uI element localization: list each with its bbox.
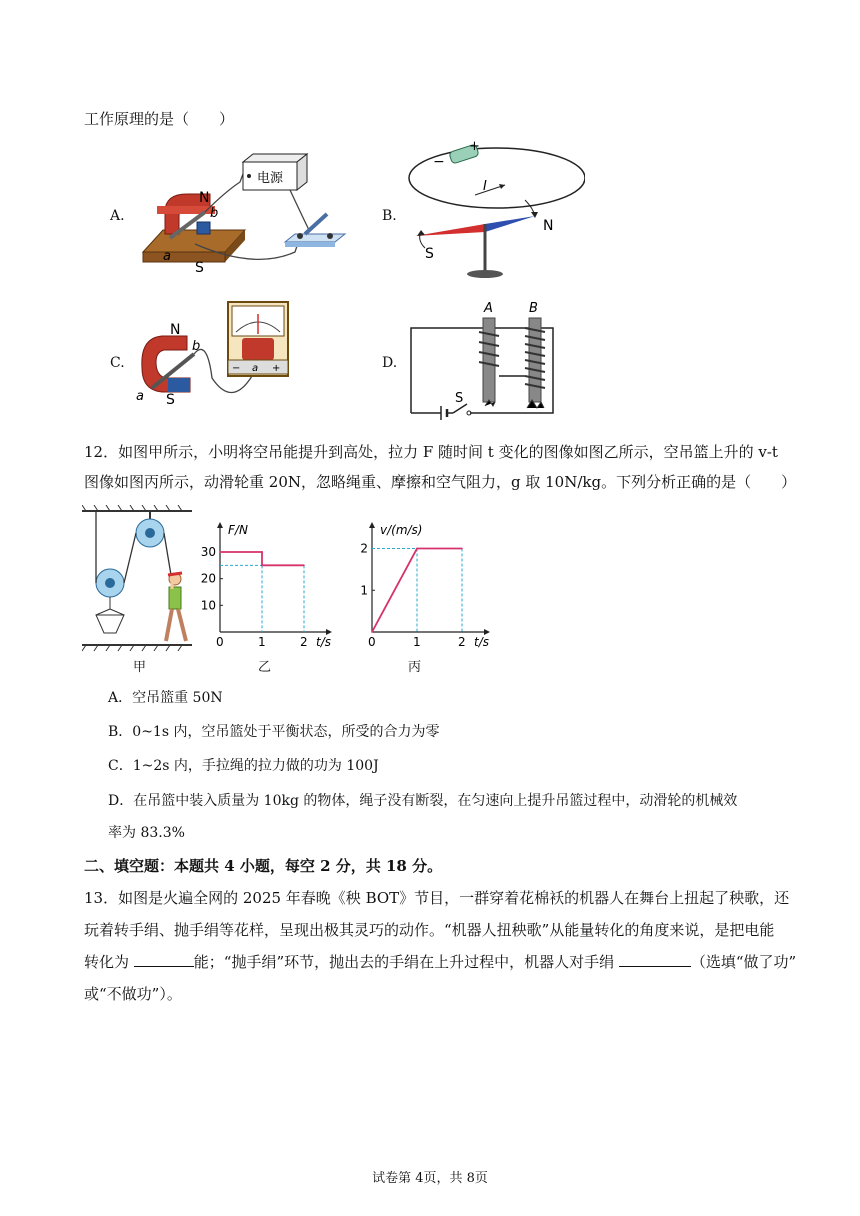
svg-text:S: S <box>166 392 175 408</box>
chart-bing-caption: 丙 <box>408 660 422 675</box>
q12-option-a: A．空吊篮重 50N <box>108 690 223 706</box>
x-tick-label: 2 <box>300 635 308 649</box>
svg-text:B: B <box>529 301 538 316</box>
svg-text:S: S <box>455 391 464 406</box>
q12-option-b: B．0~1s 内，空吊篮处于平衡状态，所受的合力为零 <box>108 724 440 740</box>
q13-line3-b: 能；“抛手绢”环节，抛出去的手绢在上升过程中，机器人对手绢 <box>193 953 619 971</box>
chart-bing-velocity-time <box>352 520 502 650</box>
svg-text:b: b <box>210 206 219 221</box>
data-point <box>219 551 221 553</box>
section2-heading: 二、填空题：本题共 4 小题，每空 2 分，共 18 分。 <box>84 857 443 875</box>
svg-text:+: + <box>272 363 281 374</box>
svg-text:−: − <box>232 363 241 374</box>
figure-b-oersted <box>405 140 585 285</box>
q11-option-d-letter: D. <box>382 355 398 371</box>
power-supply-label: 电源 <box>257 171 284 186</box>
q11-option-b-letter: B. <box>382 208 397 224</box>
q13-blank-2[interactable] <box>619 952 691 967</box>
y-tick-label: 30 <box>200 545 216 559</box>
q11-tail: 工作原理的是（ ） <box>84 110 235 128</box>
svg-text:−: − <box>433 154 445 170</box>
svg-text:a: a <box>163 249 171 264</box>
svg-text:+: + <box>469 140 480 154</box>
q13-line1: 13．如图是火遍全网的 2025 年春晚《秧 BOT》节目，一群穿着花棉袄的机器人在舞台上扭起了秧歌，还 <box>84 889 790 907</box>
data-point <box>416 548 418 550</box>
x-tick-label: 1 <box>258 635 266 649</box>
chart-yi-caption: 乙 <box>258 660 272 675</box>
chart-yi-force-time <box>200 520 340 650</box>
q12-option-c: C．1~2s 内，手拉绳的拉力做的功为 100J <box>108 758 379 774</box>
q13-line3-a: 转化为 <box>84 953 134 971</box>
q13-line4: 或“不做功”）。 <box>84 985 182 1003</box>
svg-text:S: S <box>425 246 434 262</box>
y-axis-label: v/(m/s) <box>380 523 423 537</box>
svg-text:a: a <box>252 363 259 374</box>
figure-a-generator <box>135 152 360 282</box>
q13-line3 <box>84 951 796 973</box>
q13-line2: 玩着转手绢、抛手绢等花样，呈现出极其灵巧的动作。“机器人扭秧歌”从能量转化的角度来说，是把电能 <box>84 921 775 939</box>
y-tick-label: 1 <box>360 583 368 598</box>
series-line <box>220 552 304 565</box>
data-point <box>371 631 373 633</box>
svg-text:b: b <box>192 339 201 354</box>
x-axis-label: t/s <box>474 635 489 649</box>
q11-option-c-letter: C. <box>110 355 125 371</box>
svg-text:N: N <box>170 322 181 338</box>
q13-line3-c: （选填“做了功” <box>690 953 797 971</box>
svg-text:N: N <box>543 218 554 234</box>
q12-option-d: D．在吊篮中装入质量为 10kg 的物体，绳子没有断裂，在匀速向上提升吊篮过程中，动滑轮的机械效 <box>108 793 738 809</box>
q12-line1: 12．如图甲所示，小明将空吊能提升到高处，拉力 F 随时间 t 变化的图像如图乙所示，空吊篮上升的 v-t <box>84 443 778 461</box>
q11-option-a-letter: A. <box>110 208 125 224</box>
x-tick-label: 1 <box>413 635 421 649</box>
data-point <box>461 548 463 550</box>
page-footer: 试卷第 4页，共 8页 <box>372 1171 488 1186</box>
svg-text:I: I <box>483 179 487 194</box>
figure-c-galvanometer <box>132 298 302 408</box>
q12-option-d-cont: 率为 83.3% <box>108 825 185 841</box>
data-point <box>261 551 263 553</box>
figure-jia-pulley <box>82 505 202 675</box>
figure-d-electromagnets <box>405 298 565 420</box>
data-point <box>303 565 305 567</box>
q12-line2: 图像如图丙所示，动滑轮重 20N，忽略绳重、摩擦和空气阻力，g 取 10N/kg。下列分析正确的是（ ） <box>84 473 797 491</box>
x-tick-label: 0 <box>216 635 224 649</box>
y-tick-label: 20 <box>200 571 216 586</box>
svg-text:a: a <box>136 389 144 404</box>
x-tick-label: 0 <box>368 635 376 649</box>
y-tick-label: 2 <box>360 541 368 556</box>
x-axis-label: t/s <box>316 635 331 649</box>
y-axis-arrow <box>369 522 375 528</box>
y-tick-label: 10 <box>200 598 216 613</box>
svg-text:S: S <box>195 260 204 276</box>
y-axis-label: F/N <box>228 523 248 537</box>
figure-jia-caption: 甲 <box>133 660 147 675</box>
q13-blank-1[interactable] <box>134 952 194 967</box>
svg-text:A: A <box>484 301 493 316</box>
x-tick-label: 2 <box>458 635 466 649</box>
data-point <box>261 565 263 567</box>
svg-text:N: N <box>199 190 210 206</box>
y-axis-arrow <box>217 522 223 528</box>
